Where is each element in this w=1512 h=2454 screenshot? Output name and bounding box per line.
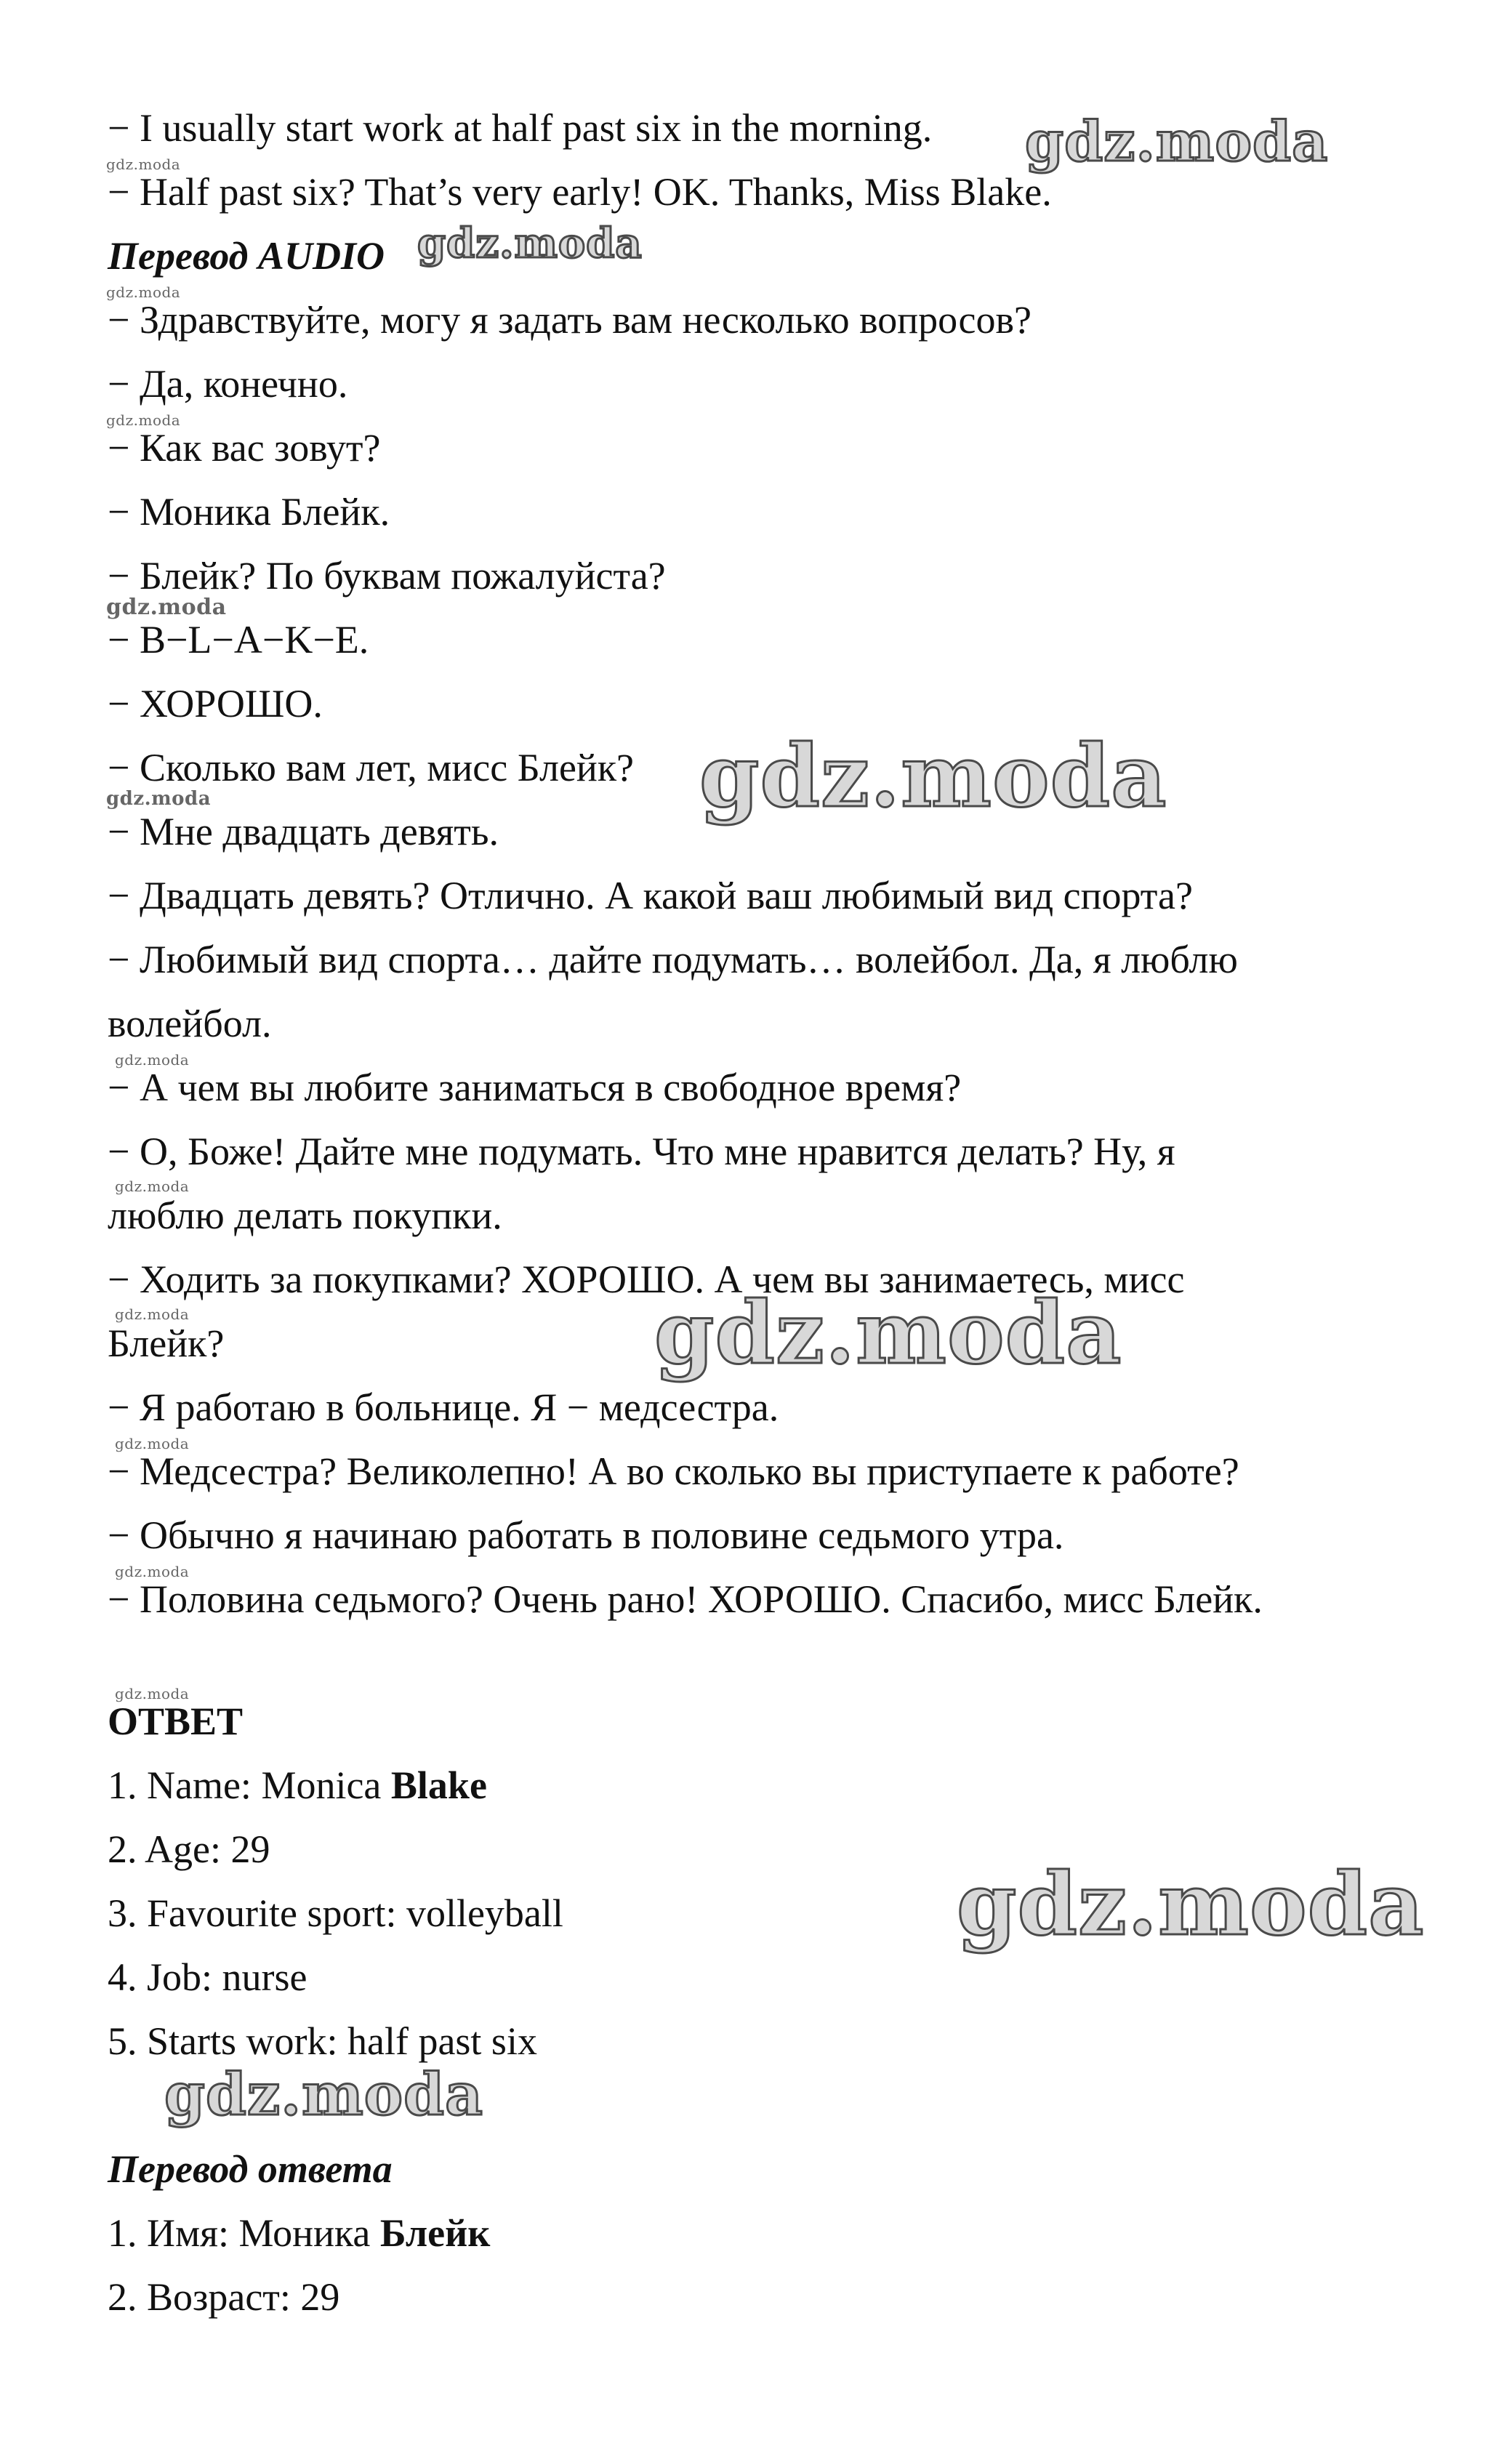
watermark-large: gdz.moda xyxy=(164,2060,483,2128)
translation-line: − Сколько вам лет, мисс Блейк? xyxy=(108,746,635,789)
translation-line: Блейк? xyxy=(108,1321,225,1365)
answer-item: 3. Favourite sport: volleyball xyxy=(108,1891,563,1935)
watermark-small: gdz.moda xyxy=(115,1435,190,1452)
watermark-small: gdz.moda xyxy=(106,156,181,173)
translation-line: − Половина седьмого? Очень рано! ХОРОШО. Спасибо, мисс Блейк. xyxy=(108,1577,1263,1621)
dialogue-en-line: − I usually start work at half past six in the morning. xyxy=(108,106,933,150)
watermark-large: gdz.moda xyxy=(957,1854,1425,1955)
translation-line: − О, Боже! Дайте мне подумать. Что мне нравится делать? Ну, я xyxy=(108,1130,1175,1173)
watermark-small: gdz.moda xyxy=(106,788,212,810)
translation-line: − Да, конечно. xyxy=(108,362,348,406)
watermark-small: gdz.moda xyxy=(115,1306,190,1323)
translation-line: − Обычно я начинаю работать в половине седьмого утра. xyxy=(108,1513,1064,1557)
translation-line: − Как вас зовут? xyxy=(108,426,381,470)
dialogue-en-line: − Half past six? That’s very early! OK. Thanks, Miss Blake. xyxy=(108,170,1052,214)
translation-line: − А чем вы любите заниматься в свободное время? xyxy=(108,1066,962,1109)
watermark-large: gdz.moda xyxy=(699,725,1167,826)
watermark-large: gdz.moda xyxy=(417,220,643,267)
answer-item: 5. Starts work: half past six xyxy=(108,2019,537,2063)
answer-translation-bold: Блейк xyxy=(379,2211,491,2255)
answer-translation-label: 1. Имя: Моника xyxy=(108,2211,380,2255)
translation-line: − Ходить за покупками? ХОРОШО. А чем вы занимаетесь, мисс xyxy=(108,1258,1185,1301)
answer-heading: ОТВЕТ xyxy=(108,1699,244,1743)
translation-line: − B−L−A−K−E. xyxy=(108,618,369,661)
translation-audio-heading: Перевод AUDIO xyxy=(108,234,385,278)
translation-line: − Здравствуйте, могу я задать вам несколько вопросов? xyxy=(108,298,1032,342)
translation-line: − Двадцать девять? Отлично. А какой ваш любимый вид спорта? xyxy=(108,874,1193,917)
translation-line: − Мне двадцать девять. xyxy=(108,810,499,853)
translation-line: люблю делать покупки. xyxy=(108,1194,502,1237)
translation-line: − Любимый вид спорта… дайте подумать… волейбол. Да, я люблю xyxy=(108,938,1238,981)
answer-item xyxy=(108,1762,487,1809)
watermark-small: gdz.moda xyxy=(106,283,181,301)
answer-item: 2. Age: 29 xyxy=(108,1827,270,1871)
watermark-small: gdz.moda xyxy=(115,1178,190,1195)
answer-translation-item xyxy=(108,2210,490,2256)
answer-translation-item: 2. Возраст: 29 xyxy=(108,2275,340,2319)
translation-line: − Блейк? По буквам пожалуйста? xyxy=(108,554,666,598)
translation-line: − Моника Блейк. xyxy=(108,490,390,534)
watermark-small: gdz.moda xyxy=(115,1685,190,1702)
answer-item-label: 1. Name: Monica xyxy=(108,1763,391,1807)
answer-item: 4. Job: nurse xyxy=(108,1955,307,1999)
watermark-small: gdz.moda xyxy=(106,411,181,429)
watermark-small: gdz.moda xyxy=(115,1563,190,1580)
watermark-large: gdz.moda xyxy=(654,1282,1122,1383)
answer-translation-heading: Перевод ответа xyxy=(108,2147,393,2191)
watermark-large: gdz.moda xyxy=(1025,109,1329,174)
translation-line: − Медсестра? Великолепно! А во сколько вы приступаете к работе? xyxy=(108,1449,1239,1493)
translation-line: − Я работаю в больнице. Я − медсестра. xyxy=(108,1385,779,1429)
watermark-small: gdz.moda xyxy=(115,1051,190,1069)
watermark-small: gdz.moda xyxy=(106,595,227,620)
translation-line: − ХОРОШО. xyxy=(108,682,323,725)
answer-item-bold: Blake xyxy=(390,1763,487,1807)
translation-line: волейбол. xyxy=(108,1002,272,1045)
